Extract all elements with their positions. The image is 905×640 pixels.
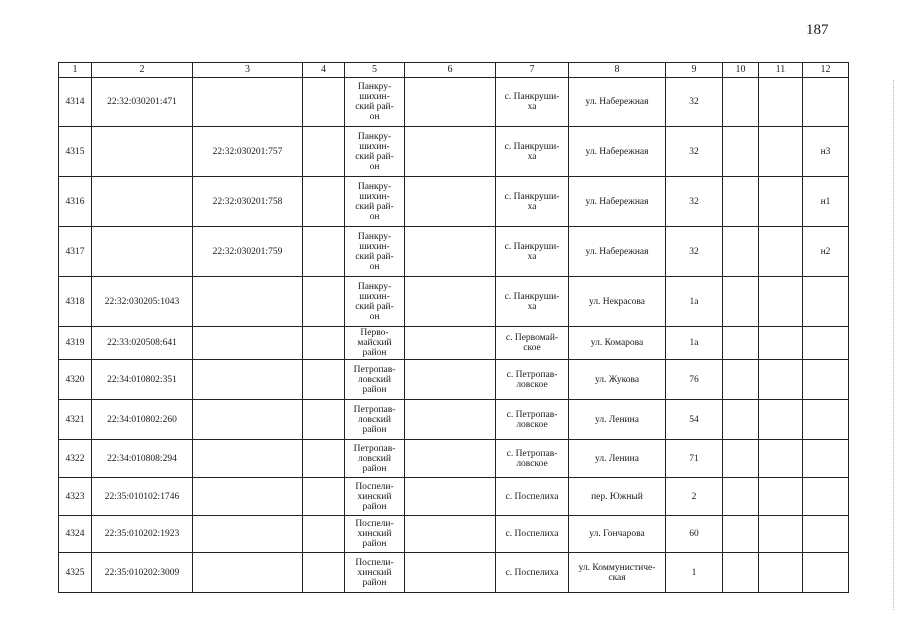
house-number: 76 <box>666 360 723 400</box>
page-number: 187 <box>806 22 829 38</box>
column-4-cell <box>303 327 345 360</box>
column-11-cell <box>759 400 803 440</box>
column-10-cell <box>723 440 759 478</box>
column-11-cell <box>759 177 803 227</box>
column-11-cell <box>759 327 803 360</box>
column-10-cell <box>723 78 759 127</box>
column-11-cell <box>759 440 803 478</box>
column-4-cell <box>303 78 345 127</box>
scan-edge-marks <box>893 80 895 610</box>
column-10-cell <box>723 227 759 277</box>
district-cell: Петропав- ловский район <box>345 440 405 478</box>
settlement-cell: с. Поспелиха <box>496 478 569 516</box>
column-11-cell <box>759 553 803 593</box>
table-row <box>59 277 849 327</box>
column-11-cell <box>759 78 803 127</box>
table-row <box>59 440 849 478</box>
note-cell <box>803 327 849 360</box>
column-6-cell <box>405 78 496 127</box>
table-row <box>59 400 849 440</box>
note-cell <box>803 516 849 553</box>
house-number: 1а <box>666 277 723 327</box>
column-10-cell <box>723 327 759 360</box>
house-number: 32 <box>666 78 723 127</box>
column-10-cell <box>723 360 759 400</box>
street-cell: ул. Набережная <box>569 78 666 127</box>
street-cell: ул. Ленина <box>569 440 666 478</box>
column-4-cell <box>303 177 345 227</box>
table-row <box>59 327 849 360</box>
settlement-cell: с. Первомай- ское <box>496 327 569 360</box>
column-11-cell <box>759 516 803 553</box>
column-6-cell <box>405 127 496 177</box>
column-header: 10 <box>723 63 759 78</box>
column-4-cell <box>303 227 345 277</box>
row-number: 4316 <box>59 177 92 227</box>
cadastral-number-room <box>193 360 303 400</box>
column-10-cell <box>723 516 759 553</box>
note-cell <box>803 440 849 478</box>
row-number: 4324 <box>59 516 92 553</box>
street-cell: ул. Жукова <box>569 360 666 400</box>
row-number: 4325 <box>59 553 92 593</box>
column-header: 2 <box>92 63 193 78</box>
district-cell: Петропав- ловский район <box>345 360 405 400</box>
table-row <box>59 516 849 553</box>
cadastral-number: 22:35:010202:3009 <box>92 553 193 593</box>
note-cell <box>803 277 849 327</box>
cadastral-number-room <box>193 327 303 360</box>
column-header: 7 <box>496 63 569 78</box>
table-row <box>59 478 849 516</box>
cadastral-number-room: 22:32:030201:758 <box>193 177 303 227</box>
cadastral-number-room <box>193 277 303 327</box>
table-header <box>59 63 849 78</box>
street-cell: ул. Ленина <box>569 400 666 440</box>
district-cell: Поспели- хинский район <box>345 516 405 553</box>
note-cell: н3 <box>803 127 849 177</box>
settlement-cell: с. Панкруши- ха <box>496 78 569 127</box>
house-number: 71 <box>666 440 723 478</box>
column-4-cell <box>303 516 345 553</box>
house-number: 32 <box>666 227 723 277</box>
cadastral-number: 22:35:010202:1923 <box>92 516 193 553</box>
column-10-cell <box>723 400 759 440</box>
cadastral-number-room <box>193 553 303 593</box>
note-cell <box>803 478 849 516</box>
cadastral-number-room <box>193 478 303 516</box>
column-10-cell <box>723 127 759 177</box>
column-6-cell <box>405 327 496 360</box>
note-cell <box>803 553 849 593</box>
district-cell: Панкру- шихин- ский рай- он <box>345 177 405 227</box>
district-cell: Петропав- ловский район <box>345 400 405 440</box>
column-11-cell <box>759 360 803 400</box>
note-cell <box>803 78 849 127</box>
column-6-cell <box>405 516 496 553</box>
column-10-cell <box>723 277 759 327</box>
cadastral-number-room <box>193 440 303 478</box>
cadastral-number-room <box>193 78 303 127</box>
district-cell: Панкру- шихин- ский рай- он <box>345 127 405 177</box>
street-cell: ул. Гончарова <box>569 516 666 553</box>
column-6-cell <box>405 440 496 478</box>
column-6-cell <box>405 227 496 277</box>
cadastral-number-room: 22:32:030201:757 <box>193 127 303 177</box>
row-number: 4323 <box>59 478 92 516</box>
column-4-cell <box>303 478 345 516</box>
cadastral-number-room <box>193 516 303 553</box>
house-number: 32 <box>666 127 723 177</box>
street-cell: ул. Некрасова <box>569 277 666 327</box>
house-number: 1а <box>666 327 723 360</box>
settlement-cell: с. Петропав- ловское <box>496 400 569 440</box>
row-number: 4320 <box>59 360 92 400</box>
district-cell: Перво- майский район <box>345 327 405 360</box>
row-number: 4321 <box>59 400 92 440</box>
street-cell: ул. Коммунистиче- ская <box>569 553 666 593</box>
column-header: 6 <box>405 63 496 78</box>
column-4-cell <box>303 440 345 478</box>
cadastral-number <box>92 227 193 277</box>
note-cell: н1 <box>803 177 849 227</box>
table-row <box>59 127 849 177</box>
cadastral-number: 22:34:010808:294 <box>92 440 193 478</box>
cadastral-number: 22:35:010102:1746 <box>92 478 193 516</box>
register-table <box>58 62 849 593</box>
column-header: 8 <box>569 63 666 78</box>
cadastral-number: 22:34:010802:351 <box>92 360 193 400</box>
column-10-cell <box>723 478 759 516</box>
column-header: 12 <box>803 63 849 78</box>
column-6-cell <box>405 177 496 227</box>
note-cell: н2 <box>803 227 849 277</box>
settlement-cell: с. Панкруши- ха <box>496 277 569 327</box>
note-cell <box>803 360 849 400</box>
table-row <box>59 227 849 277</box>
table-row <box>59 553 849 593</box>
header-row <box>59 63 849 78</box>
settlement-cell: с. Петропав- ловское <box>496 360 569 400</box>
table-row <box>59 78 849 127</box>
row-number: 4322 <box>59 440 92 478</box>
district-cell: Панкру- шихин- ский рай- он <box>345 277 405 327</box>
cadastral-number-room <box>193 400 303 440</box>
street-cell: ул. Набережная <box>569 227 666 277</box>
table-row <box>59 360 849 400</box>
cadastral-number <box>92 177 193 227</box>
house-number: 54 <box>666 400 723 440</box>
house-number: 1 <box>666 553 723 593</box>
column-11-cell <box>759 127 803 177</box>
column-4-cell <box>303 360 345 400</box>
street-cell: ул. Набережная <box>569 177 666 227</box>
column-6-cell <box>405 277 496 327</box>
settlement-cell: с. Поспелиха <box>496 516 569 553</box>
row-number: 4317 <box>59 227 92 277</box>
table-body <box>59 78 849 593</box>
row-number: 4315 <box>59 127 92 177</box>
house-number: 32 <box>666 177 723 227</box>
district-cell: Поспели- хинский район <box>345 478 405 516</box>
column-header: 11 <box>759 63 803 78</box>
column-10-cell <box>723 177 759 227</box>
settlement-cell: с. Панкруши- ха <box>496 177 569 227</box>
cadastral-number: 22:33:020508:641 <box>92 327 193 360</box>
settlement-cell: с. Петропав- ловское <box>496 440 569 478</box>
cadastral-number: 22:34:010802:260 <box>92 400 193 440</box>
cadastral-number <box>92 127 193 177</box>
column-4-cell <box>303 553 345 593</box>
settlement-cell: с. Панкруши- ха <box>496 227 569 277</box>
column-header: 9 <box>666 63 723 78</box>
settlement-cell: с. Панкруши- ха <box>496 127 569 177</box>
column-11-cell <box>759 277 803 327</box>
column-6-cell <box>405 478 496 516</box>
cadastral-number-room: 22:32:030201:759 <box>193 227 303 277</box>
cadastral-number: 22:32:030201:471 <box>92 78 193 127</box>
column-11-cell <box>759 227 803 277</box>
settlement-cell: с. Поспелиха <box>496 553 569 593</box>
district-cell: Панкру- шихин- ский рай- он <box>345 227 405 277</box>
column-header: 5 <box>345 63 405 78</box>
row-number: 4319 <box>59 327 92 360</box>
column-6-cell <box>405 400 496 440</box>
district-cell: Поспели- хинский район <box>345 553 405 593</box>
column-4-cell <box>303 400 345 440</box>
column-10-cell <box>723 553 759 593</box>
street-cell: ул. Набережная <box>569 127 666 177</box>
column-6-cell <box>405 553 496 593</box>
column-header: 1 <box>59 63 92 78</box>
column-6-cell <box>405 360 496 400</box>
house-number: 2 <box>666 478 723 516</box>
row-number: 4314 <box>59 78 92 127</box>
row-number: 4318 <box>59 277 92 327</box>
table-row <box>59 177 849 227</box>
district-cell: Панкру- шихин- ский рай- он <box>345 78 405 127</box>
note-cell <box>803 400 849 440</box>
house-number: 60 <box>666 516 723 553</box>
street-cell: пер. Южный <box>569 478 666 516</box>
column-header: 3 <box>193 63 303 78</box>
column-11-cell <box>759 478 803 516</box>
column-4-cell <box>303 277 345 327</box>
column-4-cell <box>303 127 345 177</box>
cadastral-number: 22:32:030205:1043 <box>92 277 193 327</box>
column-header: 4 <box>303 63 345 78</box>
street-cell: ул. Комарова <box>569 327 666 360</box>
